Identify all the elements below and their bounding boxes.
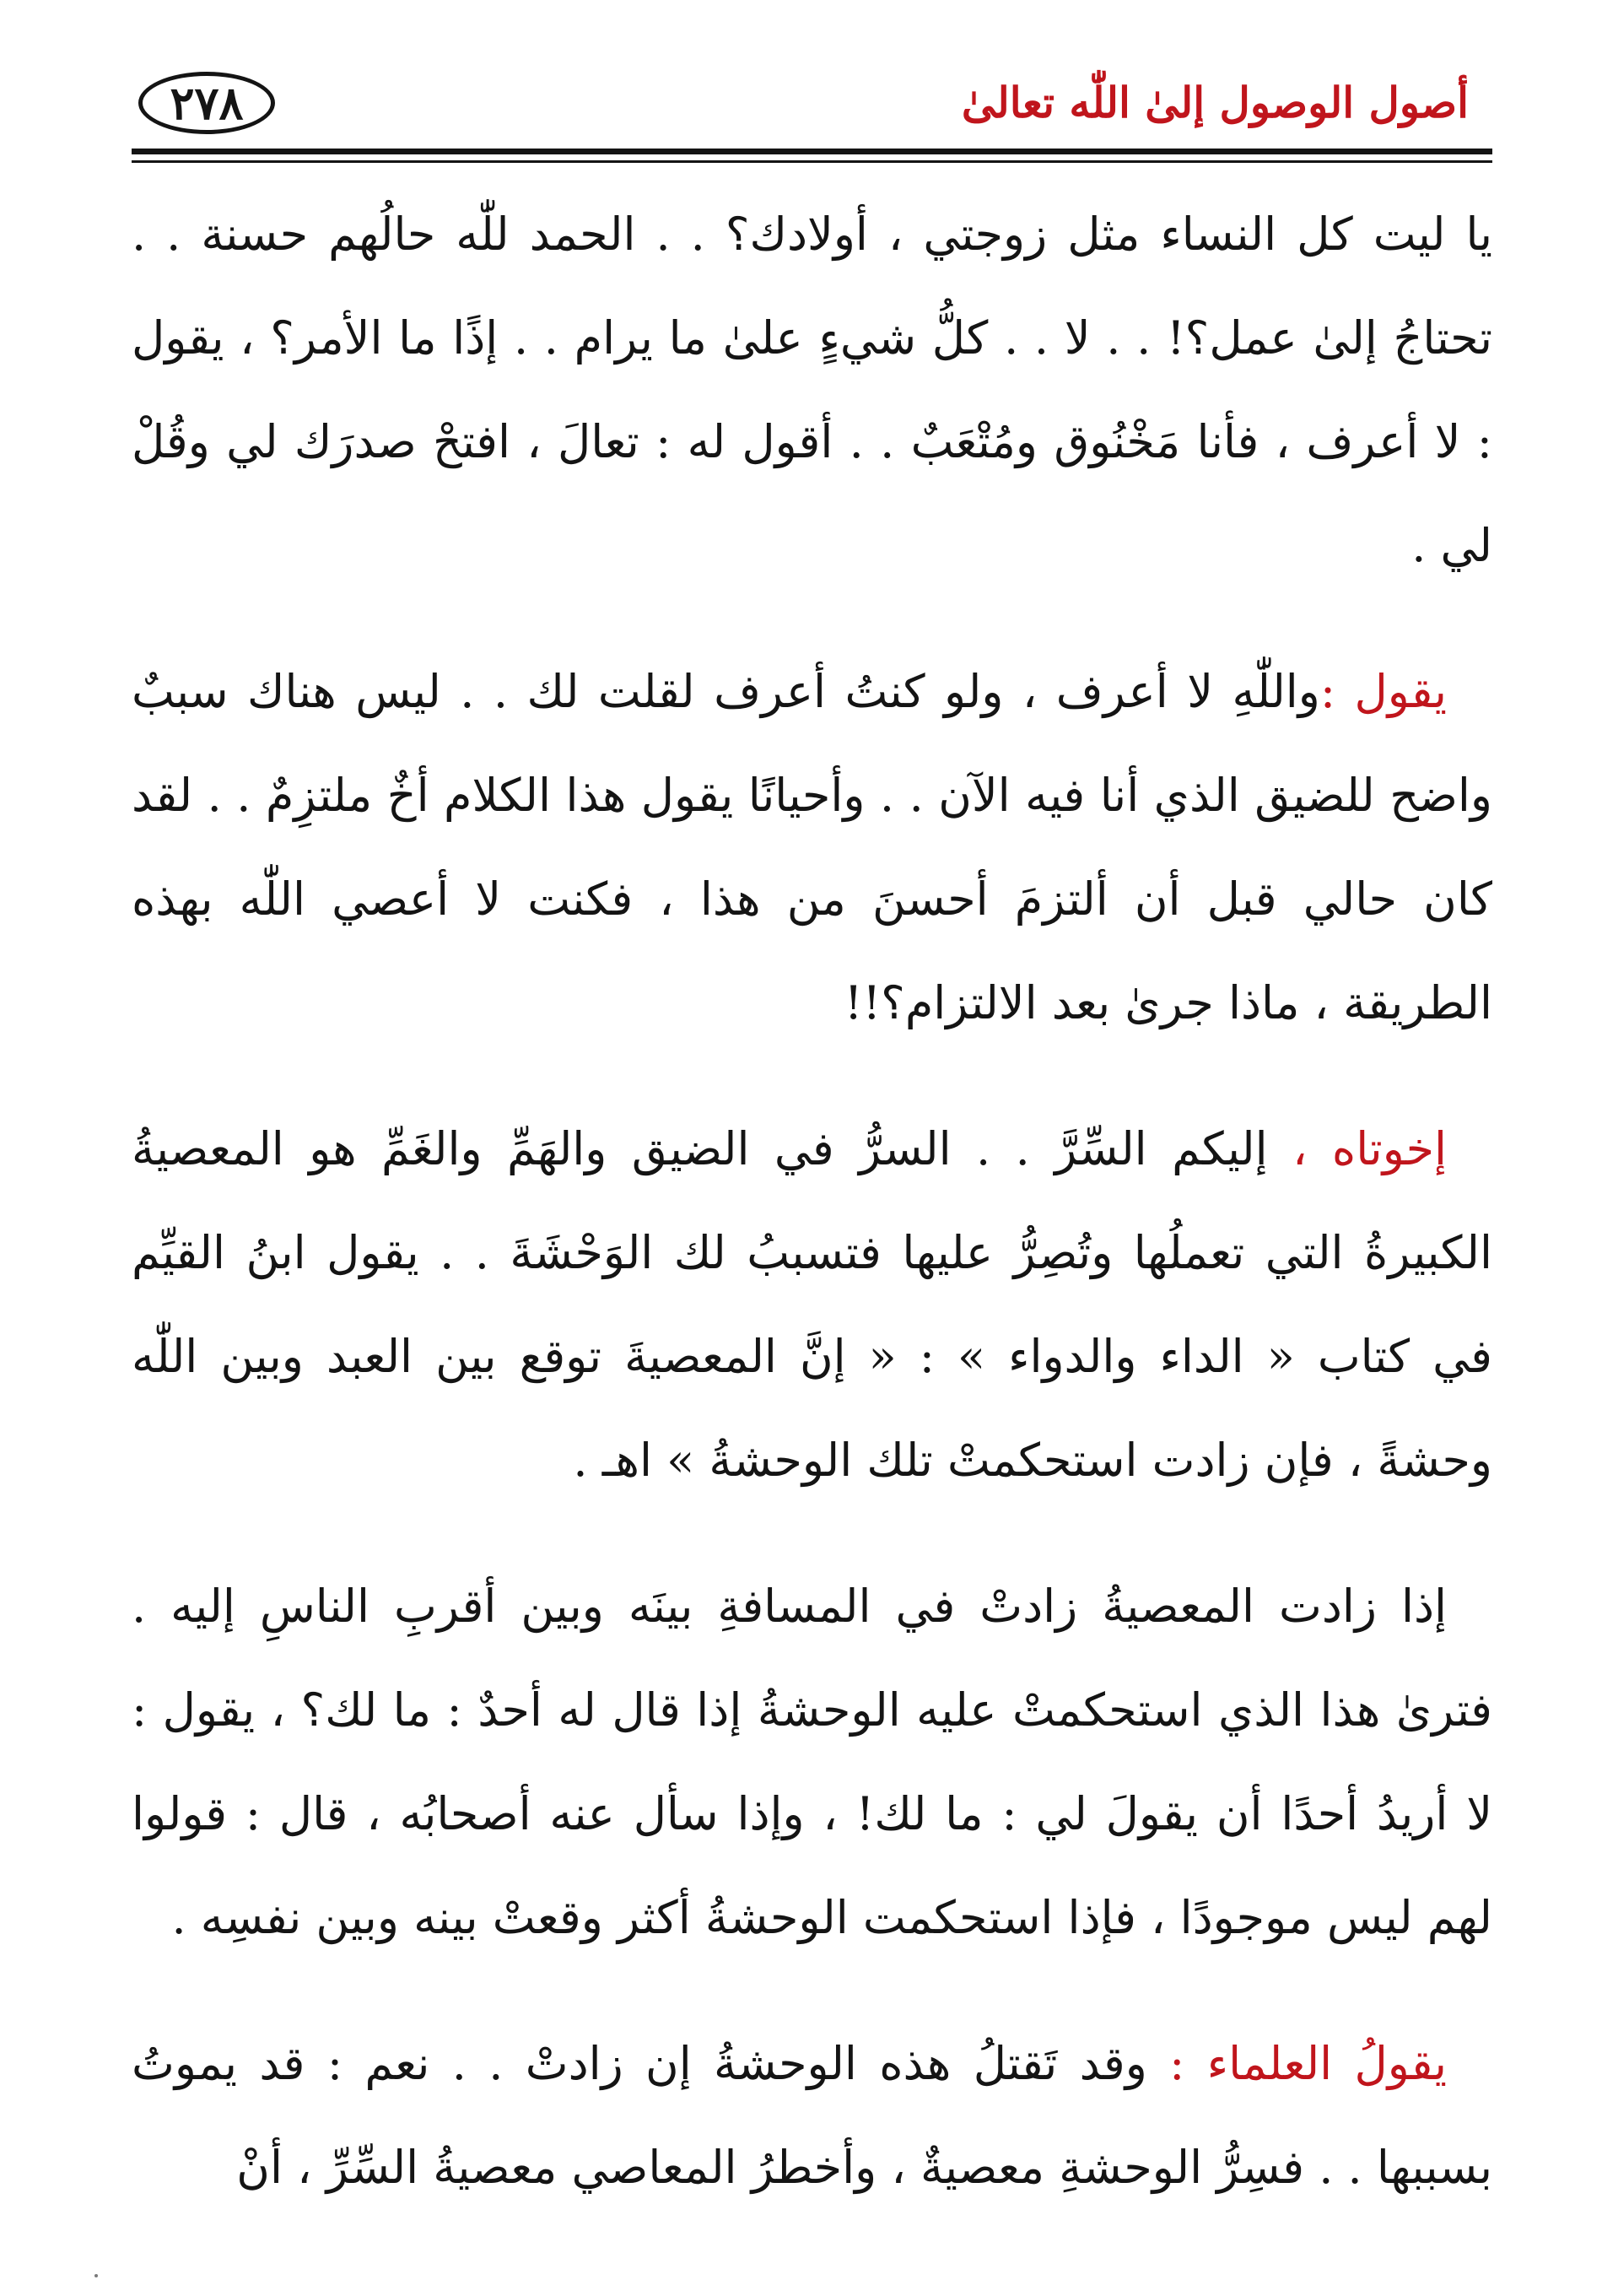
paragraph-4	[132, 1554, 1492, 1969]
header-rule-thin	[132, 160, 1492, 163]
paragraph-3	[132, 1097, 1492, 1512]
page-body	[132, 182, 1492, 2228]
paragraph-4-text: إذا زادت المعصيةُ زادتْ في المسافةِ بينَه وبين أقربِ الناسِ إليه . فترىٰ هذا الذي استحكمتْ عليه الوحشةُ إذا قال له أحدٌ : ما لك؟ ، يقول : لا أريدُ أحدًا أن يقولَ لي : ما لك! ، وإذا سأل عنه أصحابُه ، قال : قولوا لهم ليس موجودًا ، فإذا استحكمت الوحشةُ أكثر وقعتْ بينه وبين نفسِه .	[132, 1580, 1492, 1944]
scan-speck	[94, 2274, 98, 2277]
paragraph-1	[132, 182, 1492, 597]
paragraph-2-lead: يقول :	[1319, 665, 1447, 718]
paragraph-3-text: إليكم السِّرَّ . . السرُّ في الضيق والهَمِّ والغَمِّ هو المعصيةُ الكبيرةُ التي تعملُها وتُصِرُّ عليها فتسببُ لك الوَحْشَةَ . . يقول ابنُ القيِّم في كتاب « الداء والدواء » : « إنَّ المعصيةَ توقع بين العبد وبين اللّٰه وحشةً ، فإن زادت استحكمتْ تلك الوحشةُ » اهـ .	[132, 1122, 1492, 1487]
paragraph-5	[132, 2012, 1492, 2219]
running-header	[132, 64, 1492, 142]
running-title: أصول الوصول إلىٰ اللّٰه تعالىٰ	[961, 78, 1469, 127]
paragraph-5-lead: يقولُ العلماء :	[1169, 2037, 1447, 2090]
paragraph-1-text: يا ليت كل النساء مثل زوجتي ، أولادك؟ . . الحمد للّٰه حالُهم حسنة . . تحتاجُ إلىٰ عمل؟! . . لا . . كلُّ شيءٍ علىٰ ما يرام . . إذًا ما الأمر؟ ، يقول : لا أعرف ، فأنا مَخْنُوق ومُتْعَبٌ . . أقول له : تعالَ ، افتحْ صدرَك لي وقُلْ لي .	[132, 208, 1492, 572]
paragraph-2	[132, 640, 1492, 1055]
paragraph-3-lead: إخوتاه ،	[1292, 1122, 1447, 1175]
header-rule-thick	[132, 149, 1492, 154]
paragraph-2-text: واللّٰهِ لا أعرف ، ولو كنتُ أعرف لقلت لك . . ليس هناك سببٌ واضح للضيق الذي أنا فيه الآن . . وأحيانًا يقول هذا الكلام أخٌ ملتزِمٌ . . لقد كان حالي قبل أن ألتزمَ أحسنَ من هذا ، فكنت لا أعصي اللّٰه بهذه الطريقة ، ماذا جرىٰ بعد الالتزام؟!!	[132, 665, 1492, 1029]
page-number: ٢٧٨	[138, 72, 275, 134]
paragraph-5-text: وقد تَقتلُ هذه الوحشةُ إن زادتْ . . نعم : قد يموتُ بسببها . . فسِرُّ الوحشةِ معصيةٌ ، وأخطرُ المعاصي معصيةُ السِّرِّ ، أنْ	[132, 2037, 1492, 2194]
